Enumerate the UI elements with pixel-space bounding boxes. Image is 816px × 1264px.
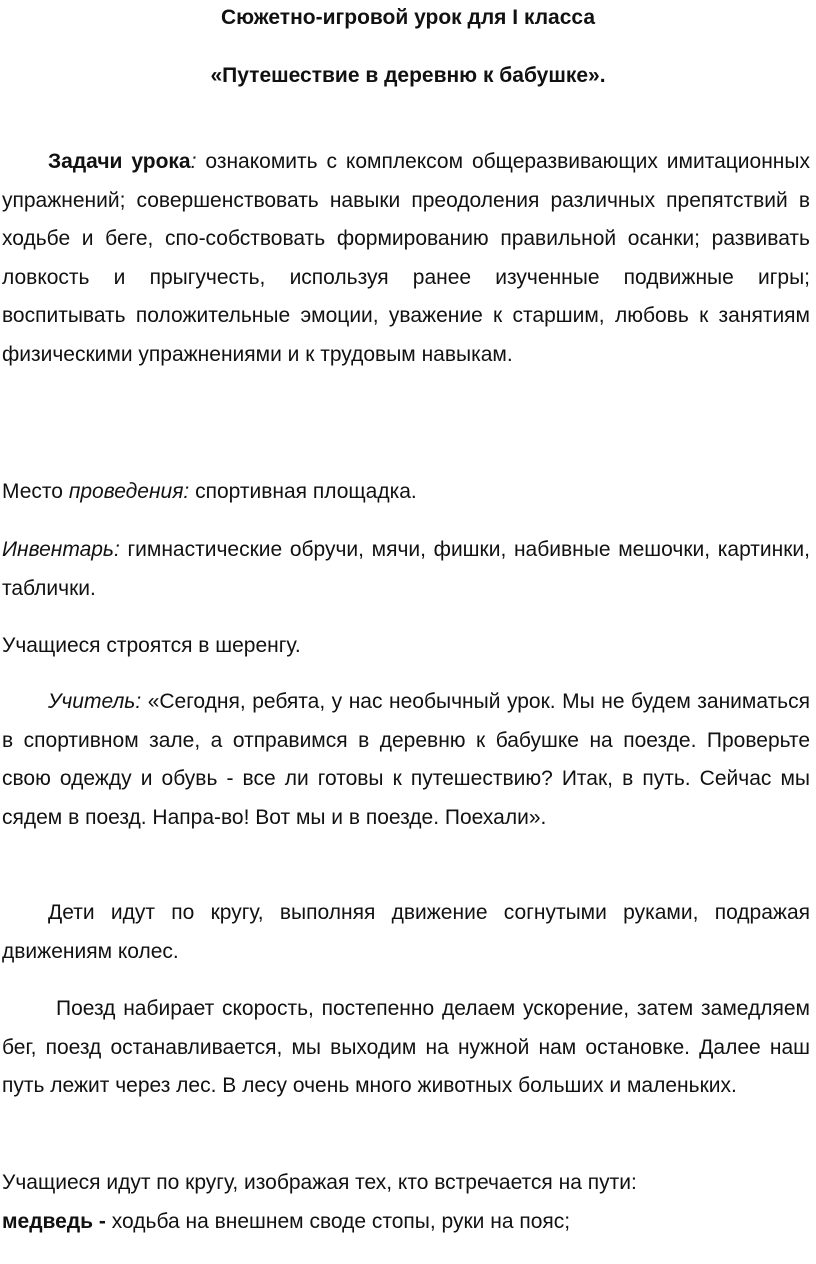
tasks-text: ознакомить с комплексом общеразвивающих имитационных упражнений; совершенствовать навыки преодоления различных препятствий в ходьбе и беге, спо-собствовать формированию правильной осанки; развивать ловкость и прыгучесть, используя ранее изученные подвижные игры; воспитывать положительные эмоции, уважение к старшим, любовь к занятиям физическими упражнениями и к трудовым навыкам. bbox=[2, 150, 810, 366]
place-paragraph bbox=[2, 473, 810, 512]
train-paragraph: Поезд набирает скорость, постепенно делаем ускорение, затем замедляем бег, поезд останавливается, мы выходим на нужной нам остановке. Далее наш путь лежит через лес. В лесу очень много животных больших и маленьких. bbox=[2, 997, 810, 1097]
tasks-label: Задачи урока bbox=[48, 150, 191, 173]
teacher-text: «Сегодня, ребята, у нас необычный урок. Мы не будем заниматься в спортивном зале, а отправимся в деревню к бабушке на поезде. Проверьте свою одежду и обувь - все ли готовы к путешествию? Итак, в путь. Сейчас мы сядем в поезд. Напра-во! Вот мы и в поезде. Поехали». bbox=[2, 690, 810, 829]
place-label: проведения: bbox=[68, 480, 190, 503]
lesson-title: Сюжетно-игровой урок для I класса bbox=[220, 6, 596, 29]
bear-label: медведь - bbox=[2, 1210, 106, 1233]
tasks-colon: : bbox=[190, 150, 197, 173]
teacher-label: Учитель: bbox=[48, 690, 142, 713]
students-walk-paragraph: Учащиеся идут по кругу, изображая тех, кто встречается на пути: bbox=[2, 1171, 637, 1194]
place-prefix: Место bbox=[2, 480, 69, 503]
bear-paragraph bbox=[2, 1203, 810, 1242]
teacher-paragraph bbox=[2, 683, 810, 837]
inventory-paragraph bbox=[2, 531, 810, 608]
line-up-paragraph: Учащиеся строятся в шеренгу. bbox=[2, 634, 301, 657]
inventory-text: гимнастические обручи, мячи, фишки, набивные мешочки, картинки, таблички. bbox=[2, 538, 810, 600]
bear-text: ходьба на внешнем своде стопы, руки на пояс; bbox=[105, 1210, 571, 1233]
children-walk-paragraph: Дети идут по кругу, выполняя движение согнутыми руками, подражая движениям колес. bbox=[2, 901, 810, 963]
tasks-paragraph bbox=[2, 143, 810, 374]
inventory-label: Инвентарь: bbox=[2, 538, 120, 561]
lesson-subtitle: «Путешествие в деревню к бабушке». bbox=[210, 64, 606, 87]
place-text: спортивная площадка. bbox=[189, 480, 417, 503]
